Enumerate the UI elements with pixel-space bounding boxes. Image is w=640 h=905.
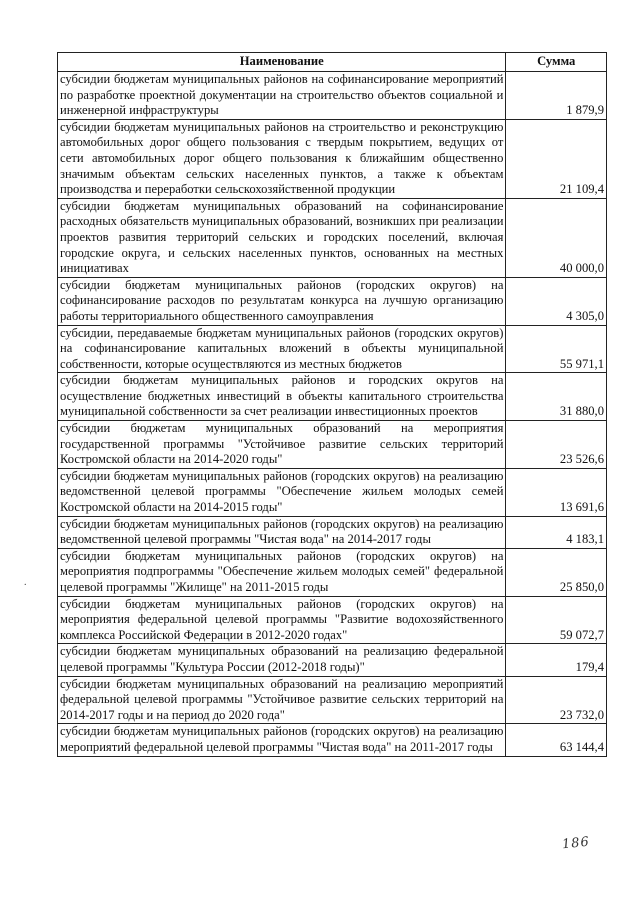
row-name-cell: субсидии бюджетам муниципальных образований на реализацию мероприятий федеральной целевой программы "Устойчивое развитие сельских территорий на 2014-2017 годы и на период до 2020 года" <box>58 676 506 724</box>
table-header-row <box>58 53 607 72</box>
row-sum-cell: 55 971,1 <box>506 325 607 373</box>
table-row <box>58 325 607 373</box>
row-sum-cell: 23 526,6 <box>506 421 607 469</box>
row-sum-cell: 23 732,0 <box>506 676 607 724</box>
table-row <box>58 468 607 516</box>
header-name: Наименование <box>58 53 506 72</box>
table-row <box>58 198 607 277</box>
row-name-cell: субсидии бюджетам муниципальных районов (городских округов) на мероприятия федеральной целевой программы "Развитие водохозяйственного комплекса Российской Федерации в 2012-2020 годах" <box>58 596 506 644</box>
table-row <box>58 277 607 325</box>
row-name-cell: субсидии бюджетам муниципальных районов (городских округов) на реализацию ведомственной целевой программы "Обеспечение жильем молодых семей Костромской области на 2014-2015 годы" <box>58 468 506 516</box>
subsidies-table <box>57 52 607 757</box>
row-sum-cell: 1 879,9 <box>506 72 607 120</box>
table-row <box>58 644 607 676</box>
row-name-cell: субсидии бюджетам муниципальных районов (городских округов) на реализацию ведомственной целевой программы "Чистая вода" на 2014-2017 годы <box>58 516 506 548</box>
row-name-cell: субсидии бюджетам муниципальных районов на софинансирование мероприятий по разработке проектной документации на строительство объектов социальной и инженерной инфраструктуры <box>58 72 506 120</box>
row-sum-cell: 21 109,4 <box>506 119 607 198</box>
row-sum-cell: 25 850,0 <box>506 548 607 596</box>
row-name-cell: субсидии бюджетам муниципальных районов на строительство и реконструкцию автомобильных дорог общего пользования с твердым покрытием, ведущих от сети автомобильных дорог общего пользования к ближайшим общественно значимым объектам сельских населенных пунктов, а также к объектам производства и переработки сельскохозяйственной продукции <box>58 119 506 198</box>
table-body <box>58 72 607 757</box>
handwritten-page-number: 186 <box>561 834 591 853</box>
row-sum-cell: 13 691,6 <box>506 468 607 516</box>
row-sum-cell: 4 305,0 <box>506 277 607 325</box>
row-sum-cell: 4 183,1 <box>506 516 607 548</box>
table-row <box>58 421 607 469</box>
row-name-cell: субсидии бюджетам муниципальных районов (городских округов) на мероприятия подпрограммы "Обеспечение жильем молодых семей" федеральной целевой программы "Жилище" на 2011-2015 годы <box>58 548 506 596</box>
table-row <box>58 119 607 198</box>
row-name-cell: субсидии бюджетам муниципальных районов и городских округов на осуществление бюджетных инвестиций в объекты капитального строительства муниципальной собственности за счет реализации инвестиционных проектов <box>58 373 506 421</box>
row-name-cell: субсидии, передаваемые бюджетам муниципальных районов (городских округов) на софинансирование капитальных вложений в объекты муниципальной собственности, которые осуществляются из местных бюджетов <box>58 325 506 373</box>
margin-mark: . <box>24 577 27 588</box>
header-sum: Сумма <box>506 53 607 72</box>
table-row <box>58 676 607 724</box>
row-name-cell: субсидии бюджетам муниципальных образований на мероприятия государственной программы "Устойчивое развитие сельских территорий Костромской области на 2014-2020 годы" <box>58 421 506 469</box>
row-sum-cell: 179,4 <box>506 644 607 676</box>
table-row <box>58 596 607 644</box>
row-sum-cell: 63 144,4 <box>506 724 607 756</box>
table-row <box>58 724 607 756</box>
row-name-cell: субсидии бюджетам муниципальных районов (городских округов) на софинансирование расходов по результатам конкурса на лучшую организацию работы территориального общественного самоуправления <box>58 277 506 325</box>
table-row <box>58 72 607 120</box>
row-sum-cell: 40 000,0 <box>506 198 607 277</box>
row-name-cell: субсидии бюджетам муниципальных образований на реализацию федеральной целевой программы "Культура России (2012-2018 годы)" <box>58 644 506 676</box>
table-row <box>58 516 607 548</box>
table-row <box>58 373 607 421</box>
row-name-cell: субсидии бюджетам муниципальных образований на софинансирование расходных обязательств муниципальных образований, возникших при реализации проектов развития территорий сельских и городских поселений, включая городские округа, и сельских населенных пунктов, основанных на местных инициативах <box>58 198 506 277</box>
row-sum-cell: 31 880,0 <box>506 373 607 421</box>
row-name-cell: субсидии бюджетам муниципальных районов (городских округов) на реализацию мероприятий федеральной целевой программы "Чистая вода" на 2011-2017 годы <box>58 724 506 756</box>
row-sum-cell: 59 072,7 <box>506 596 607 644</box>
table-row <box>58 548 607 596</box>
